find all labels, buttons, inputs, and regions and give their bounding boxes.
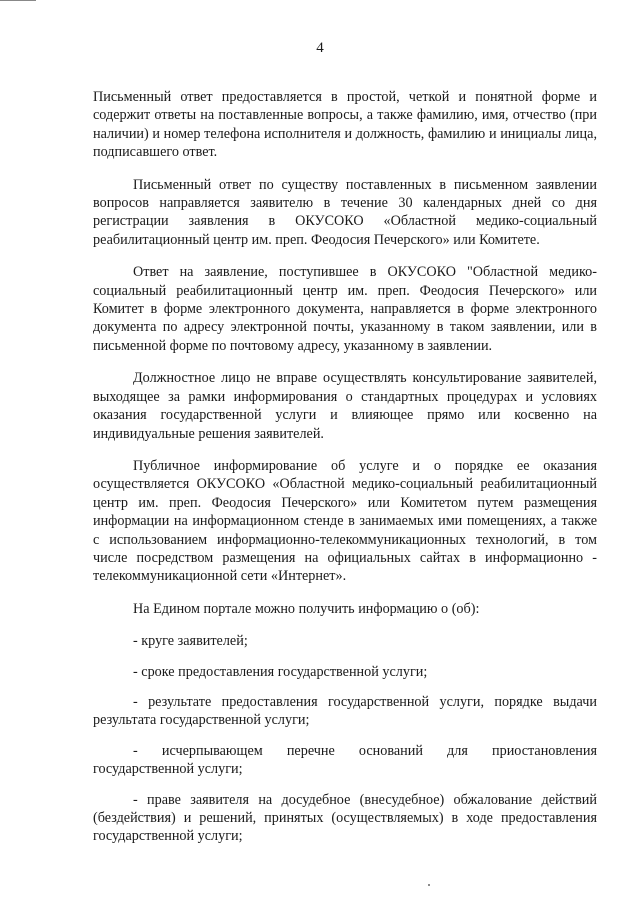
list-item: - круге заявителей; xyxy=(133,633,248,650)
list-item: - сроке предоставления государственной услуги; xyxy=(133,663,428,680)
paragraph-official-restriction: Должностное лицо не вправе осуществлять консультирование заявителей, выходящее за рамки информирования о стандартных процедурах и условиях оказания государственной услуги и влияющее прямо или косвенно на индивидуальные решения заявителей. xyxy=(93,370,597,442)
paragraph-written-answer-form: Письменный ответ предоставляется в простой, четкой и понятной форме и содержит ответы на поставленные вопросы, а также фамилию, имя, отчество (при наличии) и номер телефона исполнителя и должность, фамилию и инициалы лица, подписавшего ответ. xyxy=(93,89,597,161)
paragraph-public-informing: Публичное информирование об услуге и о порядке ее оказания осуществляется ОКУСОКО «Областной медико-социальный реабилитационный центр им. преп. Феодосия Печерского» или Комитетом путем размещения информации на информационном стенде в занимаемых ими помещениях, а также с использованием информационно-телекоммуникационных технологий, в том числе посредством размещения на официальных сайтах в информационно - телекоммуникационной сети «Интернет». xyxy=(93,457,597,585)
list-item: - результате предоставления государственной услуги, порядке выдачи результата государственной услуги; xyxy=(93,693,597,729)
list-item: - праве заявителя на досудебное (внесудебное) обжалование действий (бездействия) и решений, принятых (осуществляемых) в ходе предоставления государственной услуги; xyxy=(93,791,597,845)
document-body xyxy=(93,88,597,858)
paragraph-answer-deadline: Письменный ответ по существу поставленных в письменном заявлении вопросов направляется заявителю в течение 30 календарных дней со дня регистрации заявления в ОКУСОКО «Областной медико-социальный реабилитационный центр им. преп. Феодосия Печерского» или Комитете. xyxy=(93,176,597,248)
list-item: - исчерпывающем перечне оснований для приостановления государственной услуги; xyxy=(93,742,597,778)
paragraph-electronic-answer: Ответ на заявление, поступившее в ОКУСОКО "Областной медико-социальный реабилитационный центр им. преп. Феодосия Печерского» или Комитет в форме электронного документа, направляется в форме электронного документа по адресу электронной почты, указанному в таком заявлении, или в письменной форме по почтовому адресу, указанному в заявлении. xyxy=(93,264,597,354)
scan-speck xyxy=(428,884,430,886)
page-number: 4 xyxy=(316,40,324,56)
paragraph-portal-intro: На Едином портале можно получить информацию о (об): xyxy=(133,600,480,617)
scan-edge-mark xyxy=(0,0,36,1)
